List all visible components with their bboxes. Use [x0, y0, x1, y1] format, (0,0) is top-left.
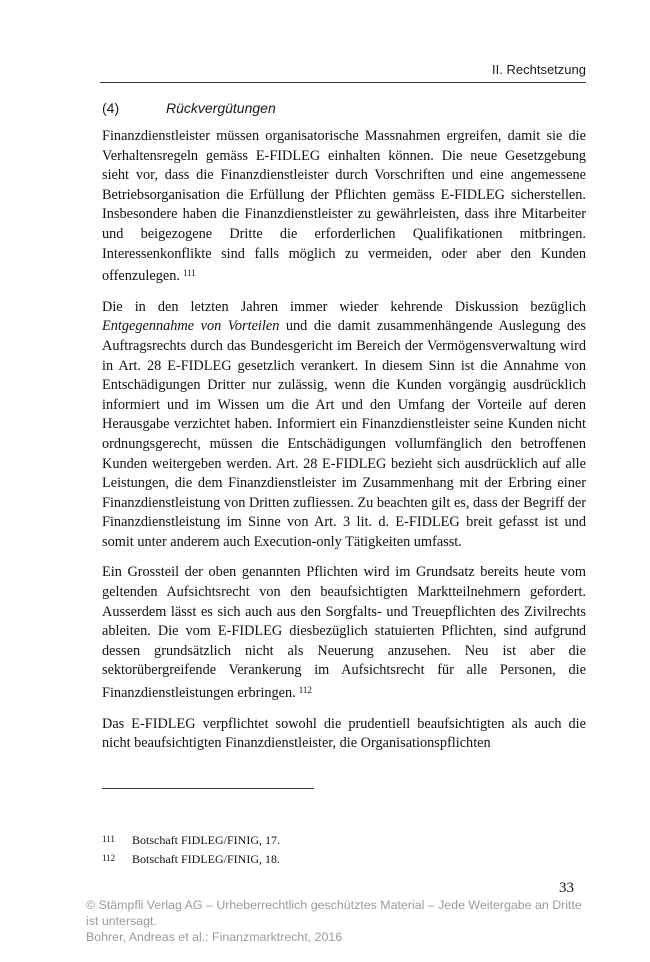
footnote-reference[interactable]: 112: [298, 685, 312, 696]
footnote-item: [102, 849, 582, 868]
page-number: 33: [559, 880, 574, 896]
copyright-line: © Stämpfli Verlag AG – Urheberrechtlich geschütztes Material – Jede Weitergabe an Dritte ist untersagt.: [86, 898, 582, 928]
section-number: (4): [102, 100, 120, 116]
paragraph: [102, 563, 586, 703]
running-header: II. Rechtsetzung: [492, 62, 586, 77]
citation-line: Bohrer, Andreas et al.: Finanzmarktrecht, 2016: [86, 930, 343, 944]
footnotes: [102, 830, 582, 868]
footnote-item: [102, 830, 582, 849]
footnote-number: 112: [102, 853, 116, 863]
section-heading: [102, 100, 582, 116]
footnote-text: Botschaft FIDLEG/FINIG, 18.: [132, 852, 280, 866]
body-text: [102, 127, 586, 754]
footnote-number: 111: [102, 834, 115, 844]
paragraph-text: Finanzdienstleister müssen organisatorische Massnahmen ergreifen, damit sie die Verhaltensregeln gemäss E-FIDLEG einhalten können. Die neue Gesetzgebung sieht vor, dass die Finanzdienstleister durch Vorschriften und eine angemessene Betriebsorganisation die Erfüllung der Pflichten gemäss E-FIDLEG sicherstellen. Insbesondere haben die Finanzdienstleister zu gewährleisten, dass ihre Mitarbeiter und beigezogene Dritte die erforderlichen Qualifikationen mitbringen. Interessenkonflikte sind falls möglich zu vermeiden, oder aber den Kunden offenzulegen.: [102, 128, 586, 285]
footnote-text: Botschaft FIDLEG/FINIG, 17.: [132, 833, 280, 847]
paragraph-text: Das E-FIDLEG verpflichtet sowohl die prudentiell beaufsichtigten als auch die nicht beaufsichtigten Finanzdienstleister, die Organisationspflichten: [102, 715, 586, 752]
section-title: Rückvergütungen: [166, 100, 276, 116]
paragraph: [102, 127, 586, 287]
paragraph-text: Die in den letzten Jahren immer wieder kehrende Diskussion bezüglich: [102, 298, 586, 315]
paragraph-text: und die damit zusammenhängende Auslegung des Auftragsrechts durch das Bundesgericht im Bereich der Vermögensverwaltung wird in Art. 28 E-FIDLEG gesetzlich verankert. In diesem Sinn ist die Annahme von Entschädigungen Dritter nur zulässig, wenn die Kunden vorgängig ausdrücklich informiert und im Wissen um die Art und den Umfang der Vorteile auf deren Herausgabe verzichtet haben. Informiert ein Finanzdienstleister seine Kunden nicht ordnungsgerecht, müssen die Entschädigungen vollumfänglich den betroffenen Kunden weitergeben werden. Art. 28 E-FIDLEG bezieht sich ausdrücklich auf alle Leistungen, die dem Finanzdienstleister im Zusammenhang mit der Erbring einer Finanzdienstleistung von Dritten zufliessen. Zu beachten gilt es, dass der Begriff der Finanzdienstleistung im Sinne von Art. 3 lit. d. E-FIDLEG breit gefasst ist und somit unter anderem auch Execution-only Tätigkeiten umfasst.: [102, 318, 586, 550]
paragraph: [102, 715, 586, 754]
footnote-reference[interactable]: 111: [182, 268, 196, 279]
paragraph-text: Ein Grossteil der oben genannten Pflichten wird im Grundsatz bereits heute vom geltenden Aufsichtsrecht von den beaufsichtigten Marktteilnehmern gefordert. Ausserdem lässt es sich auch aus den Sorgfalts- und Treuepflichten des Zivilrechts ableiten. Die vom E-FIDLEG diesbezüglich statuierten Pflichten, sind aufgrund dessen grundsätzlich nicht als Neuerung anzusehen. Neu ist aber die sektorübergreifende Verankerung im Aufsichtsrecht für alle Personen, die Finanzdienstleistungen erbringen.: [102, 564, 586, 702]
footnote-divider: [102, 788, 314, 789]
copyright-notice: [86, 897, 586, 945]
header-divider: [100, 82, 586, 83]
paragraph: [102, 298, 586, 553]
paragraph-emphasis: Entgegennahme von Vorteilen: [102, 318, 280, 335]
